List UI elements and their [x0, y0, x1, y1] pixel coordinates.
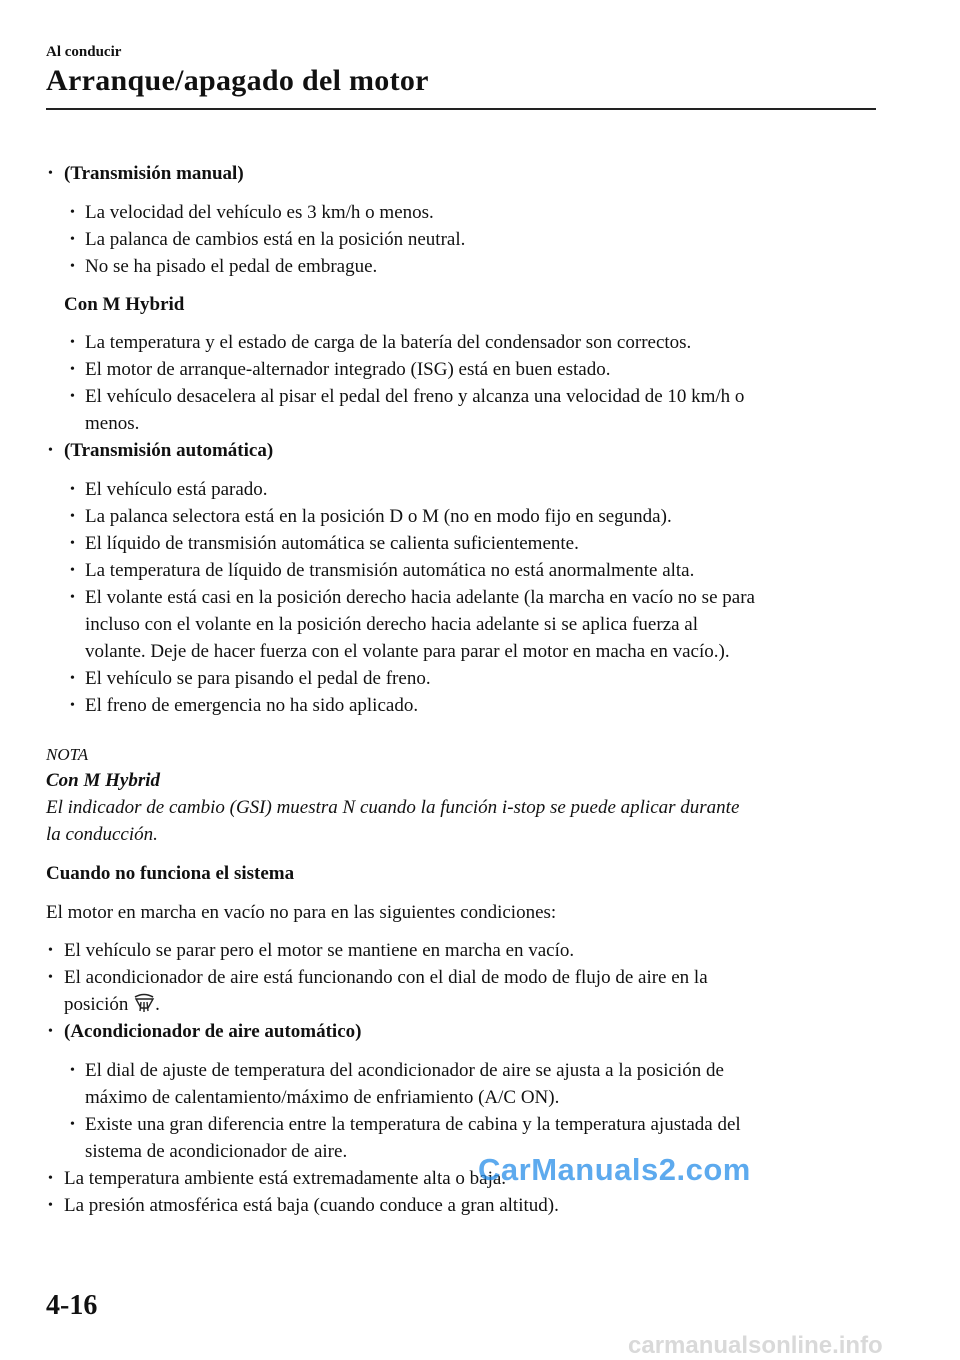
list-item: El motor de arranque-alternador integrado (ISG) está en buen estado. [85, 359, 611, 380]
bullet: • [70, 698, 75, 713]
bullet: • [48, 1171, 53, 1186]
list-item: El freno de emergencia no ha sido aplicado. [85, 695, 419, 716]
position-text: posición [64, 994, 129, 1015]
bullet: • [70, 335, 75, 350]
list-item: La presión atmosférica está baja (cuando conduce a gran altitud). [64, 1195, 559, 1216]
bullet: • [70, 1063, 75, 1078]
bullet: • [70, 509, 75, 524]
bullet: • [70, 205, 75, 220]
bullet: • [70, 259, 75, 274]
automatic-heading: (Transmisión automática) [64, 440, 274, 461]
bullet: • [48, 443, 53, 458]
bullet: • [48, 1198, 53, 1213]
title-rule [46, 108, 876, 110]
note-label: NOTA [46, 745, 89, 764]
bullet: • [48, 1024, 53, 1039]
list-item: El líquido de transmisión automática se calienta suficientemente. [85, 533, 579, 554]
list-item: La palanca selectora está en la posición D o M (no en modo fijo en segunda). [85, 506, 672, 527]
note-text: la conducción. [46, 824, 158, 845]
watermark: CarManuals2.com [478, 1152, 751, 1187]
defroster-airflow-icon [133, 993, 155, 1013]
list-item-continuation: máximo de calentamiento/máximo de enfriamiento (A/C ON). [85, 1087, 560, 1108]
list-item: El vehículo se para pisando el pedal de freno. [85, 668, 431, 689]
bullet: • [70, 232, 75, 247]
intro-text: El motor en marcha en vacío no para en las siguientes condiciones: [46, 902, 557, 923]
bullet: • [70, 389, 75, 404]
list-item: El vehículo desacelera al pisar el pedal del freno y alcanza una velocidad de 10 km/h o [85, 386, 745, 407]
bullet: • [70, 536, 75, 551]
list-item: No se ha pisado el pedal de embrague. [85, 256, 378, 277]
bullet: • [48, 166, 53, 181]
page-number: 4-16 [46, 1290, 98, 1321]
list-item: La temperatura y el estado de carga de la batería del condensador son correctos. [85, 332, 692, 353]
bullet: • [48, 943, 53, 958]
period-text: . [155, 994, 160, 1015]
list-item-continuation: volante. Deje de hacer fuerza con el volante para parar el motor en macha en vacío.). [85, 641, 730, 662]
list-item: El vehículo está parado. [85, 479, 268, 500]
bullet: • [70, 563, 75, 578]
list-item: Existe una gran diferencia entre la temperatura de cabina y la temperatura ajustada del [85, 1114, 741, 1135]
note-title: Con M Hybrid [46, 770, 161, 791]
manual-heading: (Transmisión manual) [64, 163, 244, 184]
list-item-continuation: menos. [85, 413, 140, 434]
page-title: Arranque/apagado del motor [46, 64, 429, 97]
bullet: • [48, 970, 53, 985]
ac-heading: (Acondicionador de aire automático) [64, 1021, 362, 1042]
list-item: La temperatura ambiente está extremadamente alta o baja. [64, 1168, 507, 1189]
section-heading: Cuando no funciona el sistema [46, 863, 295, 884]
list-item: El volante está casi en la posición derecho hacia adelante (la marcha en vacío no se para [85, 587, 755, 608]
list-item: La velocidad del vehículo es 3 km/h o menos. [85, 202, 434, 223]
list-item: La temperatura de líquido de transmisión automática no está anormalmente alta. [85, 560, 695, 581]
bullet: • [70, 482, 75, 497]
watermark-small: carmanualsonline.info [628, 1332, 883, 1359]
list-item: El vehículo se parar pero el motor se mantiene en marcha en vacío. [64, 940, 575, 961]
bullet: • [70, 1117, 75, 1132]
list-item: El acondicionador de aire está funcionando con el dial de modo de flujo de aire en la [64, 967, 708, 988]
mhybrid-heading: Con M Hybrid [64, 294, 185, 315]
note-text: El indicador de cambio (GSI) muestra N cuando la función i-stop se puede aplicar durante [46, 797, 740, 818]
list-item-continuation [64, 991, 160, 1018]
list-item: El dial de ajuste de temperatura del acondicionador de aire se ajusta a la posición de [85, 1060, 724, 1081]
list-item: La palanca de cambios está en la posición neutral. [85, 229, 466, 250]
section-label: Al conducir [46, 44, 122, 60]
list-item-continuation: sistema de acondicionador de aire. [85, 1141, 348, 1162]
bullet: • [70, 362, 75, 377]
bullet: • [70, 590, 75, 605]
list-item-continuation: incluso con el volante en la posición derecho hacia adelante si se aplica fuerza al [85, 614, 699, 635]
bullet: • [70, 671, 75, 686]
